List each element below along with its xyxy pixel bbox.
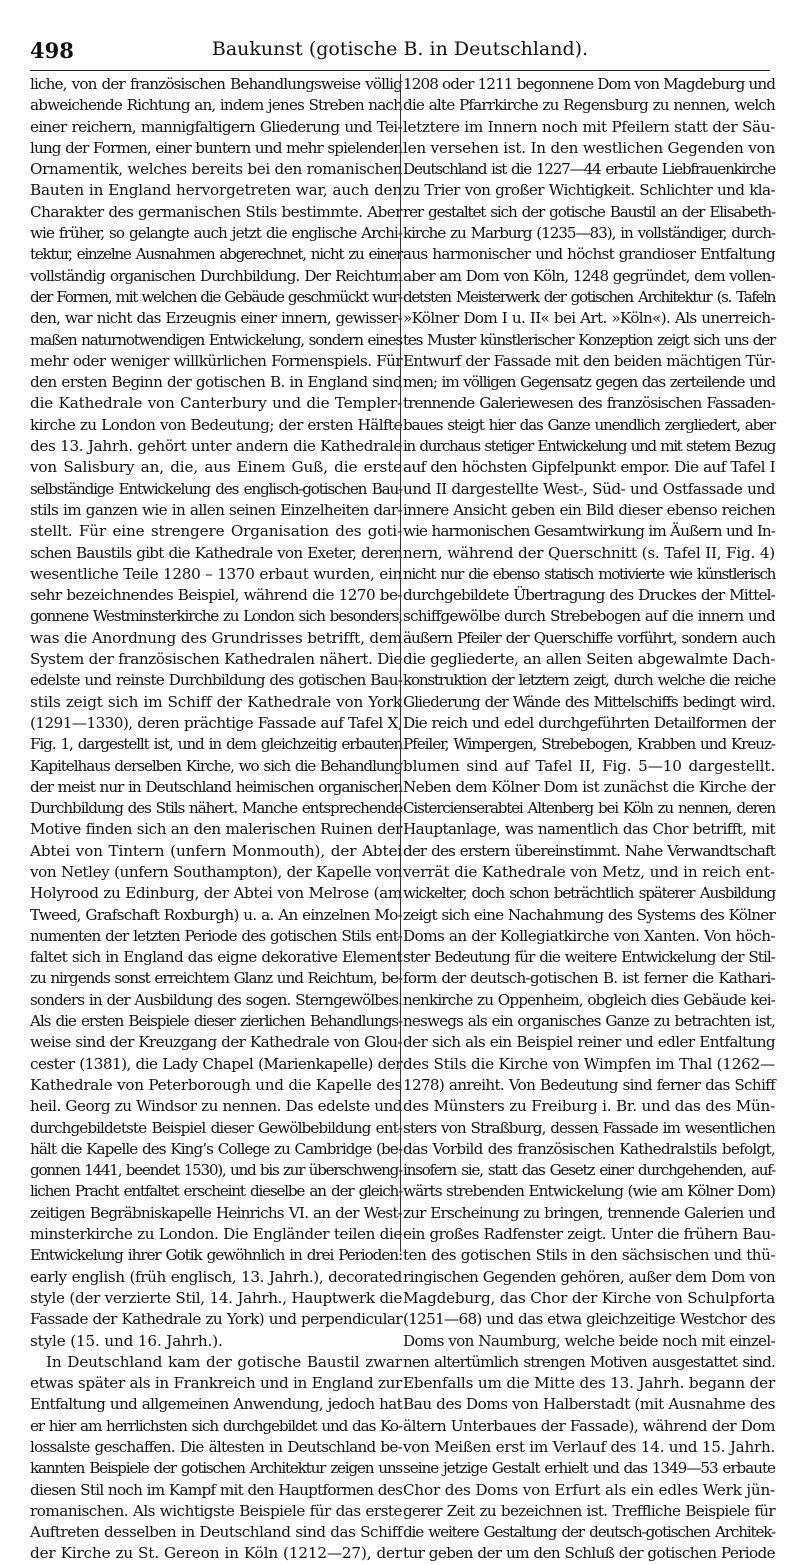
text-line: form der deutsch-gotischen B. ist ferner die Kathari- [403,969,775,988]
text-line: aber am Dom von Köln, 1248 gegründet, dem vollen- [403,266,775,285]
text-line: Abtei von Tintern (unfern Monmouth), der Abtei [30,841,402,860]
text-line: Bau des Doms von Halberstadt (mit Ausnahme des [403,1395,775,1414]
text-line: diesen Stil noch im Kampf mit den Hauptformen des [30,1480,402,1499]
text-line: maßen naturnotwendigen Entwickelung, sondern eines [30,330,402,349]
text-line: 1278) anreiht. Von Bedeutung sind ferner das Schiff [403,1075,775,1094]
text-line: wie harmonischen Gesamtwirkung im Äußern und In- [403,522,775,541]
text-line: stils zeigt sich im Schiff der Kathedrale von York [30,692,402,711]
text-line: ein großes Radfenster zeigt. Unter die frühern Bau- [403,1225,775,1244]
text-line: äußern Pfeiler der Querschiffe vorführt, sondern auch [403,628,775,647]
text-line: und II dargestellte West-, Süd- und Ostfassade und [403,479,775,498]
text-line: Die reich und edel durchgeführten Detailformen der [403,713,775,732]
text-line: Fassade der Kathedrale zu York) und perpendicular [30,1310,402,1329]
text-line: von Netley (unfern Southampton), der Kapelle von [30,862,402,881]
text-line: Bauten in England hervorgetreten war, auch den [30,181,402,200]
text-line: Gliederung der Wände des Mittelschiffs bedingt wird. [403,692,775,711]
text-line: den ersten Beginn der gotischen B. in England sind [30,373,402,392]
text-line: tektur, einzelne Ausnahmen abgerechnet, nicht zu einer [30,245,402,264]
text-line: heil. Georg zu Windsor zu nennen. Das edelste und [30,1097,402,1116]
text-line: Entwurf der Fassade mit den beiden mächtigen Tür- [403,351,775,370]
text-line: Kapitelhaus derselben Kirche, wo sich die Behandlung [30,756,402,775]
text-line: sters von Straßburg, dessen Fassade im wesentlichen [403,1118,775,1137]
text-line: Entfaltung und allgemeinen Anwendung, jedoch hat [30,1395,402,1414]
text-line: (1291—1330), deren prächtige Fassade auf Tafel X, [30,713,402,732]
text-line: Ornamentik, welches bereits bei den romanischen [30,160,402,179]
text-line: nen altertümlich strengen Motiven ausgestattet sind. [403,1352,775,1371]
text-line: lichen Pracht entfaltet erscheint dieselbe an der gleich- [30,1182,402,1201]
text-line: Chor des Doms von Erfurt als ein edles Werk jün- [403,1480,775,1499]
text-line: weise sind der Kreuzgang der Kathedrale von Glou- [30,1033,402,1052]
text-line: Pfeiler, Wimpergen, Strebebogen, Krabben und Kreuz- [403,735,775,754]
text-line: durchgebildete Übertragung des Druckes der Mittel- [403,586,775,605]
page-header [30,30,770,70]
text-line: Fig. 1, dargestellt ist, und in dem gleichzeitig erbauten [30,735,402,754]
text-line: liche, von der französischen Behandlungsweise völlig [30,75,402,93]
text-line: der Formen, mit welchen die Gebäude geschmückt wur- [30,287,402,306]
text-line: nenkirche zu Oppenheim, obgleich dies Gebäude kei- [403,990,775,1009]
text-line: hält die Kapelle des King’s College zu Cambridge (be- [30,1139,402,1158]
text-line: ringischen Gegenden gehören, außer dem Dom von [403,1267,775,1286]
text-line: den, war nicht das Erzeugnis einer innern, gewisser- [30,309,402,328]
text-line: kirche zu London von Bedeutung; der ersten Hälfte [30,415,402,434]
text-line: auf den höchsten Gipfelpunkt empor. Die auf Tafel I [403,458,775,477]
text-line: Cistercienserabtei Altenberg bei Köln zu nennen, deren [403,799,775,818]
text-line: stellt. Für eine strengere Organisation des goti- [30,522,402,541]
text-line: die gegliederte, an allen Seiten abgewalmte Dach- [403,650,775,669]
text-line: innere Ansicht geben ein Bild dieser ebenso reichen [403,500,775,519]
text-line: Als die ersten Beispiele dieser zierlichen Behandlungs- [30,1012,402,1031]
text-line: die weitere Gestaltung der deutsch-gotischen Architek- [403,1523,775,1542]
text-line: style (der verzierte Stil, 14. Jahrh., Hauptwerk die [30,1288,402,1307]
text-line: lossalste geschaffen. Die ältesten in Deutschland be- [30,1438,402,1456]
text-line: gonnene Westminsterkirche zu London sich besonders, [30,607,402,626]
text-line: von Salisbury an, die, aus Einem Guß, die erste [30,458,402,477]
text-line: ten des gotischen Stils in den sächsischen und thü- [403,1246,775,1265]
header-rule [30,70,770,71]
text-line: selbständige Entwickelung des englisch-gotischen Bau- [30,479,402,498]
text-line: gerer Zeit zu bezeichnen ist. Treffliche Beispiele für [403,1501,775,1520]
text-line: nicht nur die ebenso statisch motivierte wie künstlerisch [403,564,775,583]
text-line: detsten Meisterwerk der gotischen Architektur (s. Tafeln [403,287,775,306]
text-line: Entwickelung ihrer Gotik gewöhnlich in drei Perioden: [30,1246,402,1265]
text-line: schen Baustils gibt die Kathedrale von Exeter, deren [30,543,402,562]
text-line: neswegs als ein organisches Ganze zu betrachten ist, [403,1012,775,1031]
text-line: Doms von Naumburg, welche beide noch mit einzel- [403,1331,775,1350]
text-line: kirche zu Marburg (1235—83), in vollständiger, durch- [403,224,775,243]
text-line: Durchbildung des Stils nähert. Manche entsprechende [30,799,402,818]
text-line: seine jetzige Gestalt erhielt und das 1349—53 erbaute [403,1459,775,1478]
text-line: wärts strebenden Entwickelung (wie am Kölner Dom) [403,1182,775,1201]
text-line: style (15. und 16. Jahrh.). [30,1331,223,1350]
text-line: insofern sie, statt das Gesetz einer durchgehenden, auf- [403,1161,775,1180]
text-line: in durchaus stetiger Entwickelung und mit stetem Bezug [403,437,775,456]
text-line: zu nirgends sonst erreichtem Glanz und Reichtum, be- [30,969,402,988]
text-line: die Kathedrale von Canterbury und die Templer- [30,394,402,413]
text-line: gonnen 1441, beendet 1530), und bis zur überschweng- [30,1161,402,1180]
text-line: durchgebildetste Beispiel dieser Gewölbebildung ent- [30,1118,402,1137]
text-line: (1251—68) und das etwa gleichzeitige Westchor des [403,1310,775,1329]
text-line: Kathedrale von Peterborough und die Kapelle des [30,1075,402,1094]
text-line: baues steigt hier das Ganze unendlich zergliedert, aber [403,415,775,434]
text-line: tur geben der um den Schluß der gotischen Periode [403,1544,775,1563]
text-line: Ebenfalls um die Mitte des 13. Jahrh. begann der [403,1374,776,1393]
text-line: tes Muster künstlerischer Konzeption zeigt sich uns der [403,330,775,349]
text-line: der Kirche zu St. Gereon in Köln (1212—27), der [30,1544,402,1563]
text-line: vollständig organischen Durchbildung. Der Reichtum [30,266,402,285]
text-line: Holyrood zu Edinburg, der Abtei von Melrose (am [30,884,402,903]
text-line: men; im völligen Gegensatz gegen das zerteilende und [403,373,775,392]
text-line: Motive finden sich an den malerischen Ruinen der [30,820,402,839]
right-column [403,74,775,1565]
text-line: das Vorbild des französischen Kathedralstils befolgt, [403,1139,775,1158]
text-line: early english (früh englisch, 13. Jahrh.), decorated [30,1267,402,1286]
text-line: zeitigen Begräbniskapelle Heinrichs VI. an der West- [30,1203,402,1222]
column-divider [400,74,401,1252]
text-line: wickelter, doch schon beträchtlich späterer Ausbildung [403,884,775,903]
text-line: Auftreten desselben in Deutschland sind das Schiff [30,1523,402,1542]
text-line: »Kölner Dom I u. II« bei Art. »Köln«). Als unerreich- [403,309,775,328]
left-column [30,74,402,1565]
text-line: mehr oder weniger willkürlichen Formenspiels. Für [30,351,402,370]
text-line: zeigt sich eine Nachahmung des Systems des Kölner [403,905,775,924]
text-line: was die Anordnung des Grundrisses betrifft, dem [30,628,402,647]
text-line: minsterkirche zu London. Die Engländer teilen die [30,1225,402,1244]
text-line: aus harmonischer und höchst grandioser Entfaltung [403,245,775,264]
text-line: Deutschland ist die 1227—44 erbaute Liebfrauenkirche [403,160,775,179]
text-line: faltet sich in England das eigne dekorative Element [30,948,402,967]
text-line: trennende Galeriewesen des französischen Fassaden- [403,394,775,413]
text-line: edelste und reinste Durchbildung des gotischen Bau- [30,671,402,690]
text-line: Hauptanlage, was namentlich das Chor betrifft, mit [403,820,775,839]
text-line: lung der Formen, einer buntern und mehr spielenden [30,138,402,157]
text-line: schiffgewölbe durch Strebebogen auf die innern und [403,607,775,626]
text-line: des Stils die Kirche von Wimpfen im Thal (1262— [403,1054,775,1073]
text-line: abweichende Richtung an, indem jenes Streben nach [30,96,402,115]
text-line: einer reichern, mannigfaltigern Gliederung und Tei- [30,117,402,136]
text-line: Neben dem Kölner Dom ist zunächst die Kirche der [403,777,775,796]
text-line: romanischen. Als wichtigste Beispiele für das erste [30,1501,402,1520]
text-line: wie früher, so gelangte auch jetzt die englische Archi- [30,224,402,243]
text-line: konstruktion der letztern zeigt, durch welche die reiche [403,671,775,690]
text-line: ältern Unterbaues der Fassade), während der Dom [403,1416,775,1435]
text-line: rer gestaltet sich der gotische Baustil an der Elisabeth- [403,202,775,221]
page-number: 498 [30,38,74,63]
text-line: sonders in der Ausbildung des sogen. Sterngewölbes. [30,990,402,1009]
text-line: etwas später als in Frankreich und in England zur [30,1374,402,1393]
text-line: numenten der letzten Periode des gotischen Stils ent- [30,926,402,945]
text-line: wesentliche Teile 1280 – 1370 erbaut wurden, ein [30,564,402,583]
text-line: letztere im Innern noch mit Pfeilern statt der Säu- [403,117,775,136]
text-line: Magdeburg, das Chor der Kirche von Schulpforta [403,1288,775,1307]
text-line: kannten Beispiele der gotischen Architektur zeigen uns [30,1459,402,1478]
text-line: zur Erscheinung zu bringen, trennende Galerien und [403,1203,775,1222]
text-line: er hier am herrlichsten sich durchgebildet und das Ko- [30,1416,402,1435]
text-line: ster Bedeutung für die weitere Entwickelung der Stil- [403,948,775,967]
text-line: stils im ganzen wie in allen seinen Einzelheiten dar- [30,500,402,519]
text-line: verrät die Kathedrale von Metz, und in reich ent- [403,862,775,881]
text-line: len versehen ist. In den westlichen Gegenden von [403,138,775,157]
text-line: Doms an der Kollegiatkirche von Xanten. Von höch- [403,926,775,945]
text-line: der des erstern übereinstimmt. Nahe Verwandtschaft [403,841,775,860]
text-line: sehr bezeichnendes Beispiel, während die 1270 be- [30,586,402,605]
text-line: die alte Pfarrkirche zu Regensburg zu nennen, welch [403,96,775,115]
text-line: der meist nur in Deutschland heimischen organischen [30,777,402,796]
running-title: Baukunst (gotische B. in Deutschland). [211,38,589,60]
text-line: Tweed, Grafschaft Roxburgh) u. a. An einzelnen Mo- [30,905,402,924]
text-line: von Meißen erst im Verlauf des 14. und 15. Jahrh. [403,1438,775,1456]
text-line: zu Trier von großer Wichtigkeit. Schlichter und kla- [403,181,775,200]
text-line: des 13. Jahrh. gehört unter andern die Kathedrale [30,437,402,456]
text-line: cester (1381), die Lady Chapel (Marienkapelle) der [30,1054,402,1073]
text-line: des Münsters zu Freiburg i. Br. und das des Mün- [403,1097,775,1116]
text-line: nern, während der Querschnitt (s. Tafel II, Fig. 4) [403,543,775,562]
text-line: blumen sind auf Tafel II, Fig. 5—10 dargestellt. [403,756,775,775]
text-line: In Deutschland kam der gotische Baustil zwar [46,1352,402,1371]
text-line: 1208 oder 1211 begonnene Dom von Magdeburg und [403,75,775,93]
text-line: Charakter des germanischen Stils bestimmte. Aber [30,202,402,221]
text-line: System der französischen Kathedralen nähert. Die [30,650,402,669]
text-line: der sich als ein Beispiel reiner und edler Entfaltung [403,1033,775,1052]
